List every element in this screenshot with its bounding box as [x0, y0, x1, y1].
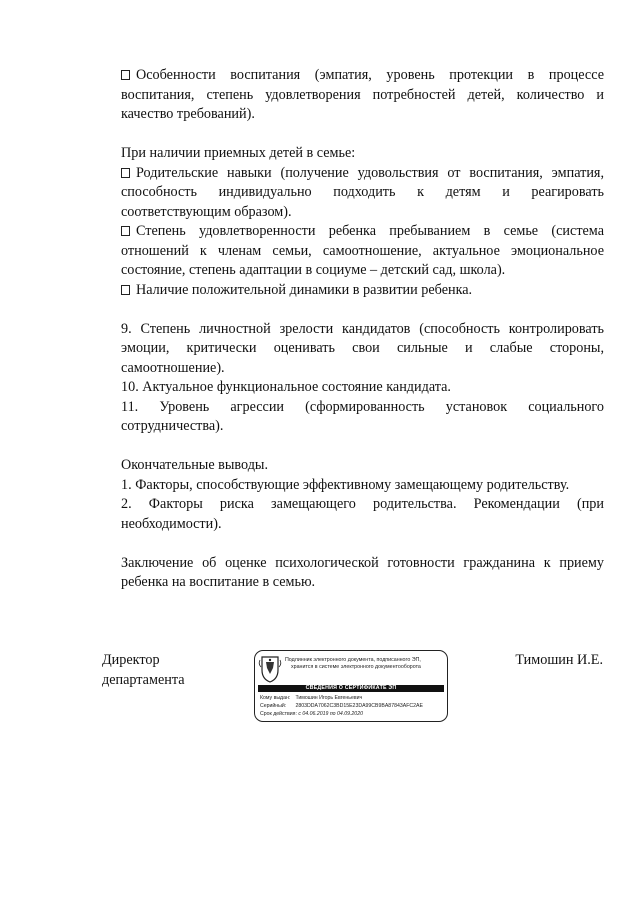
paragraph-conclusion-2: 2. Факторы риска замещающего родительства. Рекомендации (при необходимости). — [121, 496, 604, 532]
paragraph-assessment-conclusion: Заключение об оценке психологической готовности гражданина к приему ребенка на воспитание в семью. — [121, 554, 604, 590]
spacer — [121, 300, 604, 320]
checkbox-square-icon — [121, 226, 130, 236]
paragraph-child-satisfaction: Степень удовлетворенности ребенка пребыванием в семье (система отношений к членам семьи, самоотношение, актуальное эмоциональное состояние, степень адаптации в социуме – детский сад, школа). — [121, 223, 604, 278]
coat-of-arms-icon — [258, 654, 282, 684]
stamp-certificate-band: СВЕДЕНИЯ О СЕРТИФИКАТЕ ЭП — [258, 685, 444, 692]
stamp-validity-row: Срок действия: с 04.06.2019 по 04.09.2020 — [260, 711, 363, 717]
checkbox-square-icon — [121, 285, 130, 295]
paragraph-positive-dynamics: Наличие положительной динамики в развитии ребенка. — [121, 281, 604, 301]
paragraph-parent-skills: Родительские навыки (получение удовольствия от воспитания, эмпатия, способность индивидуально подходить к детям и реагировать соответствующим образом). — [121, 164, 604, 220]
paragraph-item-10: 10. Актуальное функциональное состояние кандидата. — [121, 379, 451, 395]
signer-name: Тимошин И.Е. — [515, 652, 603, 668]
checkbox-square-icon — [121, 168, 130, 178]
paragraph-item-11: 11. Уровень агрессии (сформированность установок социального сотрудничества). — [121, 398, 604, 434]
electronic-signature-stamp — [254, 650, 448, 722]
stamp-owner-row: Кому выдан: Тимошин Игорь Евгеньевич — [260, 695, 363, 701]
paragraph-upbringing: Особенности воспитания (эмпатия, уровень протекции в процессе воспитания, степень удовлетворения потребностей детей, количество и качество требований). — [121, 67, 604, 122]
signer-position: Директор департамента — [102, 652, 185, 688]
document-body — [121, 66, 604, 593]
stamp-header: Подлинник электронного документа, подписанного ЭП, хранится в системе электронного документооборота — [285, 657, 421, 670]
checkbox-square-icon — [121, 70, 130, 80]
paragraph-item-9: 9. Степень личностной зрелости кандидатов (способность контролировать эмоции, критически оценивать свои сильные и слабые стороны, самоотношение). — [121, 320, 604, 376]
paragraph-conclusion-1: 1. Факторы, способствующие эффективному замещающему родительству. — [121, 476, 570, 493]
spacer — [121, 125, 604, 145]
spacer — [121, 437, 604, 457]
spacer — [121, 534, 604, 554]
paragraph-foster-intro: При наличии приемных детей в семье: — [121, 145, 356, 161]
stamp-certificate-details — [260, 694, 446, 718]
paragraph-final-conclusions: Окончательные выводы. — [121, 457, 268, 473]
stamp-serial-row: Серийный: 2803DDA7062C3BD15E23DA99CB9BA87843AFC2AE — [260, 703, 423, 709]
